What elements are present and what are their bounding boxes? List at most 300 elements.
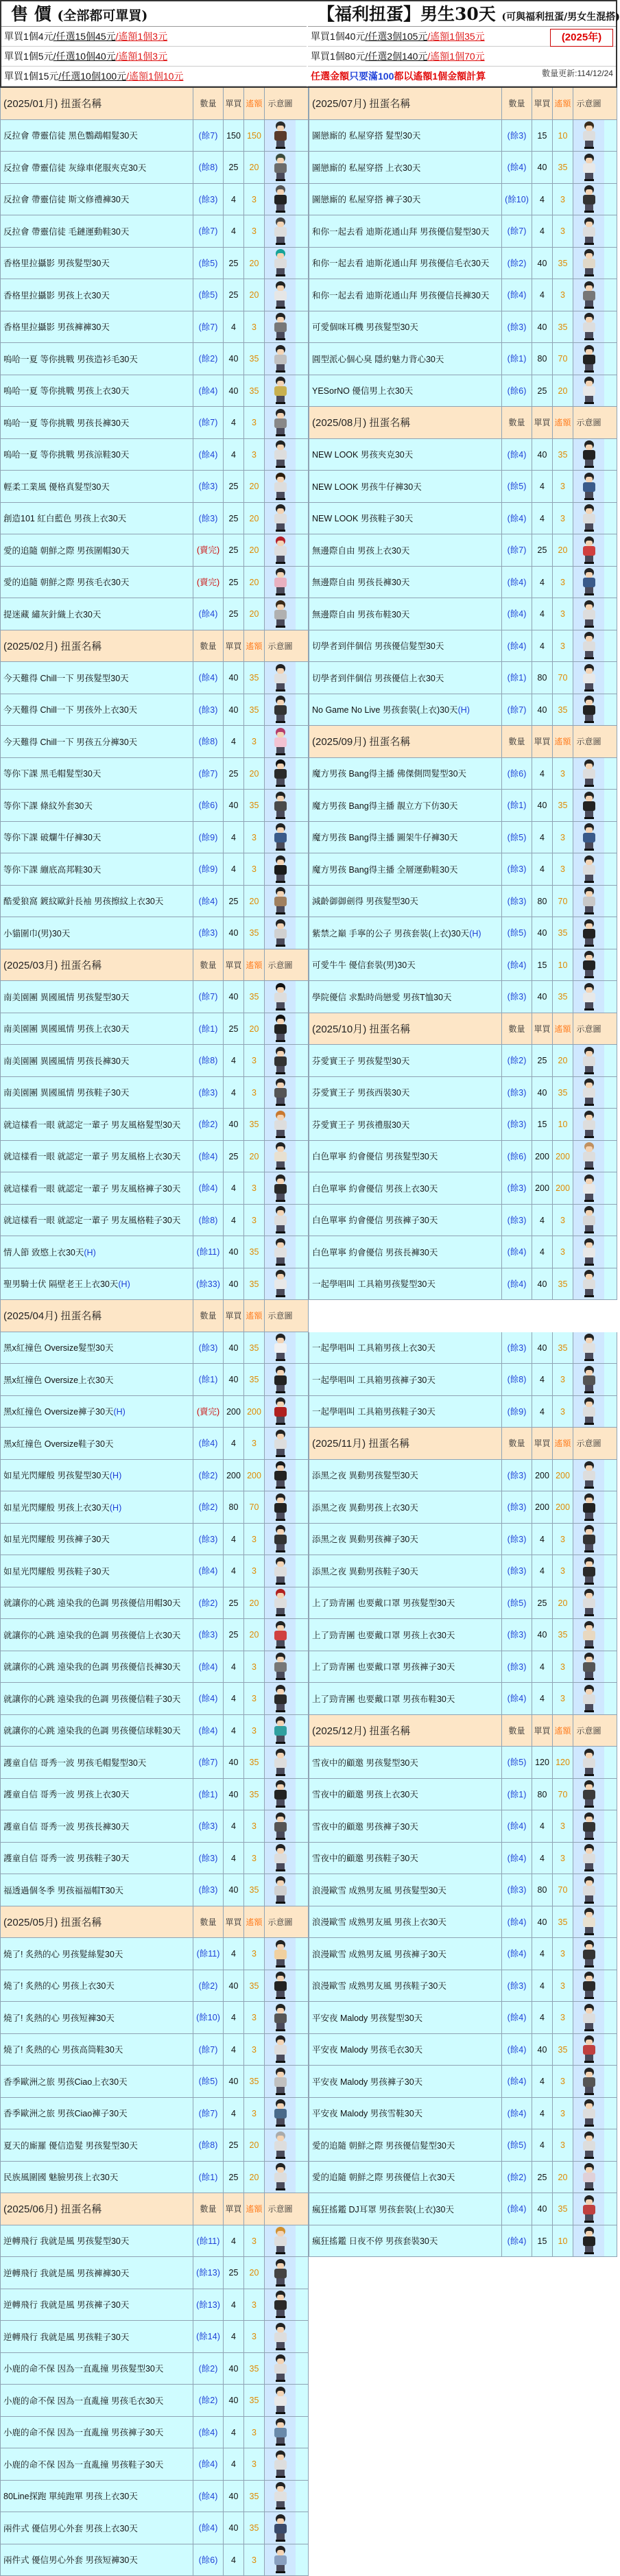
item-extra-price: 35 <box>552 1332 573 1364</box>
item-row[interactable] <box>309 1396 617 1428</box>
item-preview-figure <box>579 2227 599 2254</box>
item-row[interactable] <box>0 1810 309 1843</box>
item-preview <box>264 2385 296 2416</box>
shoes <box>276 1136 285 1138</box>
item-row[interactable] <box>309 1172 617 1205</box>
item-row[interactable] <box>0 1779 309 1811</box>
item-row[interactable] <box>0 598 309 630</box>
item-preview <box>264 2225 296 2257</box>
item-row[interactable] <box>309 439 617 471</box>
item-row[interactable] <box>309 215 617 248</box>
extra-header: 遙額 <box>243 1906 264 1938</box>
face <box>586 445 593 450</box>
item-row[interactable] <box>0 694 309 726</box>
item-row[interactable] <box>309 1460 617 1492</box>
item-row[interactable] <box>0 1491 309 1524</box>
item-row[interactable] <box>309 949 617 982</box>
item-price: 4 <box>532 758 552 790</box>
top <box>583 1758 595 1768</box>
item-qty <box>193 1077 223 1109</box>
item-preview <box>264 1236 296 1268</box>
item-qty <box>193 790 223 821</box>
extra-header: 遙額 <box>243 630 264 662</box>
item-extra-price: 3 <box>552 2002 573 2033</box>
item-preview-figure <box>270 728 291 755</box>
item-row[interactable] <box>309 1491 617 1524</box>
item-extra-price: 3 <box>243 215 264 247</box>
item-row[interactable] <box>0 1013 309 1045</box>
top <box>274 1343 287 1353</box>
item-preview <box>264 1364 296 1395</box>
item-row[interactable] <box>309 1236 617 1268</box>
stock-count: (餘4) <box>199 2523 218 2533</box>
item-row[interactable] <box>309 311 617 344</box>
top <box>274 1088 287 1098</box>
stock-count: (餘8) <box>199 1216 218 1225</box>
item-name: 無邊際自由 男孩上衣30天 <box>309 544 501 556</box>
item-preview-figure <box>270 1812 291 1840</box>
item-row[interactable] <box>0 1747 309 1779</box>
stock-count: (餘5) <box>508 2140 527 2150</box>
item-row[interactable] <box>0 2225 309 2258</box>
item-row[interactable] <box>0 343 309 375</box>
stock-count: (餘2) <box>508 259 527 268</box>
item-row[interactable] <box>0 2448 309 2481</box>
item-preview-figure <box>579 440 599 468</box>
item-extra-price: 3 <box>243 439 264 471</box>
item-name: 聖男騎士伏 隔壁老王上衣30天(H) <box>1 1277 193 1290</box>
item-preview-figure <box>270 1749 291 1776</box>
item-preview-figure <box>270 409 291 436</box>
item-row[interactable] <box>309 1683 617 1715</box>
stock-count: (餘4) <box>199 1439 218 1448</box>
item-row[interactable] <box>0 886 309 918</box>
item-price: 40 <box>223 2066 243 2097</box>
item-row[interactable] <box>309 694 617 726</box>
item-preview-figure <box>579 1653 599 1680</box>
item-row[interactable] <box>309 279 617 311</box>
item-preview <box>264 1268 296 1300</box>
face <box>277 1051 284 1056</box>
shoes <box>276 2412 285 2414</box>
item-extra-price: 70 <box>243 1491 264 1523</box>
item-row[interactable] <box>309 853 617 886</box>
item-name: 平安夜 Malody 男孩髮型30天 <box>309 2011 501 2024</box>
item-preview-figure <box>270 600 291 628</box>
top <box>583 355 595 364</box>
shoes <box>276 2348 285 2350</box>
item-row[interactable] <box>0 2066 309 2098</box>
item-extra-price: 3 <box>243 2098 264 2129</box>
item-row[interactable] <box>0 215 309 248</box>
item-preview <box>264 152 296 183</box>
shoes <box>584 1550 594 1552</box>
item-price: 4 <box>532 1555 552 1587</box>
item-row[interactable] <box>0 2002 309 2034</box>
item-name: 今天難得 Chill一下 男孩五分褲30天 <box>1 735 193 748</box>
item-row[interactable] <box>309 2193 617 2225</box>
face <box>277 1753 284 1758</box>
item-row[interactable] <box>309 503 617 535</box>
item-name: 學院優信 求點時尚戀愛 男孩T恤30天 <box>309 991 501 1003</box>
item-preview <box>573 1779 604 1810</box>
stock-count: (餘9) <box>199 864 218 874</box>
item-row[interactable] <box>0 1683 309 1715</box>
shoes <box>276 179 285 181</box>
item-extra-price: 70 <box>552 343 573 375</box>
shoes <box>276 1614 285 1616</box>
face <box>586 1210 593 1216</box>
item-row[interactable] <box>0 1428 309 1460</box>
item-row[interactable] <box>309 1747 617 1779</box>
item-row[interactable] <box>309 1077 617 1109</box>
item-row[interactable] <box>309 822 617 854</box>
item-preview-figure <box>270 2418 291 2446</box>
item-row[interactable] <box>309 1810 617 1843</box>
face <box>586 796 593 801</box>
face <box>586 1179 593 1184</box>
qty-header: 數量 <box>193 1300 223 1332</box>
stock-count: (餘4) <box>508 450 527 460</box>
item-row[interactable] <box>0 2512 309 2544</box>
item-row[interactable] <box>0 1332 309 1364</box>
item-qty <box>193 2512 223 2544</box>
item-row[interactable] <box>309 630 617 663</box>
price-header: 單買 <box>223 2193 243 2225</box>
item-row[interactable] <box>309 917 617 949</box>
item-row[interactable] <box>0 279 309 311</box>
item-row[interactable] <box>309 1045 617 1077</box>
item-name: 逆轉飛行 我就是風 男孩髮型30天 <box>1 2234 193 2247</box>
item-qty <box>501 694 532 726</box>
item-preview <box>573 1810 604 1842</box>
item-row[interactable] <box>309 886 617 918</box>
face <box>277 2167 284 2173</box>
item-preview <box>573 1683 604 1714</box>
item-qty <box>501 375 532 407</box>
item-row[interactable] <box>0 503 309 535</box>
item-preview <box>264 853 296 885</box>
item-row[interactable] <box>309 2066 617 2098</box>
item-row[interactable] <box>309 2002 617 2034</box>
preview-header: 示意圖 <box>264 630 296 662</box>
item-row[interactable] <box>0 1970 309 2002</box>
item-row[interactable] <box>0 1524 309 1556</box>
item-row[interactable] <box>0 2034 309 2066</box>
item-row[interactable] <box>309 1970 617 2002</box>
item-qty <box>501 758 532 790</box>
item-row[interactable] <box>0 2129 309 2162</box>
item-row[interactable] <box>0 184 309 216</box>
item-row[interactable] <box>309 758 617 790</box>
item-row[interactable] <box>309 375 617 407</box>
top <box>583 259 595 268</box>
item-preview <box>264 1938 296 1970</box>
item-row[interactable] <box>0 726 309 758</box>
item-preview-figure <box>270 1525 291 1552</box>
item-price: 4 <box>223 2034 243 2066</box>
item-row[interactable] <box>309 567 617 599</box>
item-extra-price: 35 <box>243 343 264 375</box>
item-name: 愛的追隨 朝鮮之際 男孩圍帽30天 <box>1 544 193 556</box>
item-qty <box>193 917 223 949</box>
item-preview-figure <box>270 1844 291 1871</box>
stock-count: (餘1) <box>508 801 527 810</box>
item-extra-price: 35 <box>552 790 573 821</box>
top <box>274 1407 287 1417</box>
stock-count: (餘1) <box>508 1790 527 1799</box>
item-row[interactable] <box>0 1396 309 1428</box>
face <box>586 1083 593 1088</box>
item-row[interactable] <box>0 1843 309 1875</box>
face <box>277 158 284 163</box>
item-row[interactable] <box>309 1555 617 1587</box>
stock-count: (餘3) <box>508 1630 527 1640</box>
item-row[interactable] <box>309 184 617 216</box>
item-row[interactable] <box>0 1141 309 1173</box>
item-preview-figure <box>579 855 599 883</box>
shoes <box>276 689 285 692</box>
item-row[interactable] <box>0 1077 309 1109</box>
price-title <box>1 1 307 27</box>
item-row[interactable] <box>0 2481 309 2513</box>
item-extra-price: 35 <box>552 2034 573 2066</box>
item-row[interactable] <box>0 2385 309 2417</box>
item-price: 4 <box>223 1077 243 1109</box>
item-price: 25 <box>532 1587 552 1619</box>
item-name: 上了勁青團 也要戴口罩 男孩髮型30天 <box>309 1596 501 1609</box>
item-preview <box>573 2193 604 2225</box>
top <box>274 1854 287 1863</box>
item-name: 護童自信 哥秀一波 男孩上衣30天 <box>1 1788 193 1800</box>
item-row[interactable] <box>0 248 309 280</box>
item-row[interactable] <box>309 120 617 152</box>
item-row[interactable] <box>309 1906 617 1939</box>
face <box>277 827 284 833</box>
item-row[interactable] <box>309 152 617 184</box>
item-row[interactable] <box>0 1619 309 1651</box>
item-row[interactable] <box>309 1587 617 1620</box>
item-tag-h: (H) <box>458 705 470 715</box>
item-preview <box>264 1077 296 1109</box>
item-row[interactable] <box>0 1236 309 1268</box>
item-row[interactable] <box>0 853 309 886</box>
item-name: 情人節 致愍上衣30天(H) <box>1 1246 193 1258</box>
preview-header: 示意圖 <box>264 1906 296 1938</box>
item-row[interactable] <box>309 598 617 630</box>
item-row[interactable] <box>309 1268 617 1301</box>
shoes <box>584 817 594 819</box>
item-row[interactable] <box>0 2162 309 2194</box>
item-row[interactable] <box>0 1172 309 1205</box>
top <box>583 2205 595 2214</box>
item-row[interactable] <box>0 2417 309 2449</box>
item-price: 80 <box>532 343 552 375</box>
top <box>583 897 595 906</box>
item-price: 15 <box>532 120 552 152</box>
item-row[interactable] <box>0 662 309 694</box>
item-preview <box>573 1109 604 1140</box>
item-row[interactable] <box>0 2098 309 2130</box>
item-price: 25 <box>223 1141 243 1172</box>
top <box>583 2013 595 2023</box>
item-row[interactable] <box>309 1141 617 1173</box>
item-row[interactable] <box>0 917 309 949</box>
item-preview-figure <box>270 1557 291 1585</box>
item-name: 夏天的廝羅 優信造髮 男孩髮型30天 <box>1 2139 193 2151</box>
top <box>583 1407 595 1417</box>
item-row[interactable] <box>0 1874 309 1906</box>
item-name: 南美園團 異國風情 男孩鞋子30天 <box>1 1086 193 1098</box>
item-row[interactable] <box>0 2353 309 2385</box>
update-date: 數量更新:114/12/24 <box>542 67 613 79</box>
item-row[interactable] <box>0 120 309 152</box>
item-price: 25 <box>223 2162 243 2193</box>
item-row[interactable] <box>0 407 309 439</box>
item-row[interactable] <box>0 790 309 822</box>
item-row[interactable] <box>309 1779 617 1811</box>
item-preview-figure <box>270 377 291 404</box>
face <box>586 1689 593 1694</box>
item-row[interactable] <box>0 1715 309 1747</box>
item-row[interactable] <box>309 2225 617 2258</box>
item-row[interactable] <box>309 471 617 503</box>
item-row[interactable] <box>0 534 309 567</box>
item-row[interactable] <box>0 1364 309 1396</box>
qty-header: 數量 <box>193 1906 223 1938</box>
shoes <box>584 2252 594 2254</box>
item-row[interactable] <box>309 1524 617 1556</box>
item-name: 輕柔工業風 優格真髮型30天 <box>1 480 193 493</box>
stock-count: (餘2) <box>199 2396 218 2405</box>
face <box>277 764 284 769</box>
stock-count: (餘2) <box>199 354 218 364</box>
shoes <box>276 1806 285 1808</box>
item-qty <box>501 1619 532 1651</box>
top <box>583 195 595 204</box>
item-row[interactable] <box>0 567 309 599</box>
item-preview <box>264 981 296 1013</box>
item-row[interactable] <box>309 662 617 694</box>
item-row[interactable] <box>0 471 309 503</box>
item-row[interactable] <box>0 822 309 854</box>
item-qty <box>193 2448 223 2480</box>
item-qty <box>193 758 223 790</box>
item-row[interactable] <box>309 1364 617 1396</box>
price-rule-extra: /遙額1個3元 <box>116 31 167 42</box>
item-row[interactable] <box>309 1938 617 1970</box>
item-row[interactable] <box>0 981 309 1013</box>
item-preview-figure <box>579 313 599 340</box>
item-row[interactable] <box>309 1619 617 1651</box>
item-row[interactable] <box>0 758 309 790</box>
top <box>583 227 595 237</box>
item-row[interactable] <box>309 2162 617 2194</box>
item-row[interactable] <box>309 1843 617 1875</box>
item-preview-figure <box>579 2004 599 2031</box>
face <box>586 987 593 993</box>
item-price: 40 <box>532 1332 552 1364</box>
item-row[interactable] <box>0 1109 309 1141</box>
stock-count: (餘4) <box>199 2492 218 2501</box>
shoes <box>584 562 594 564</box>
item-row[interactable] <box>0 1555 309 1587</box>
item-row[interactable] <box>0 152 309 184</box>
item-name: 燒了! 炙熱的心 男孩短褲30天 <box>1 2011 193 2024</box>
item-preview-figure <box>270 1716 291 1744</box>
item-row[interactable] <box>0 1651 309 1683</box>
item-row[interactable] <box>0 1938 309 1970</box>
item-qty <box>193 1236 223 1268</box>
item-preview <box>573 1364 604 1395</box>
item-name: 等你下課 破爛牛仔褲30天 <box>1 831 193 843</box>
item-row[interactable] <box>0 1045 309 1077</box>
price-rule-bundle: /任選10個40元 <box>53 51 116 62</box>
item-row[interactable] <box>309 1332 617 1364</box>
item-row[interactable] <box>309 248 617 280</box>
face <box>586 1338 593 1343</box>
price-header: 單買 <box>532 407 552 438</box>
item-row[interactable] <box>0 2321 309 2353</box>
item-preview-figure <box>270 1142 291 1170</box>
item-preview <box>573 1396 604 1428</box>
item-row[interactable] <box>0 311 309 344</box>
item-row[interactable] <box>0 1205 309 1237</box>
item-price: 40 <box>532 1268 552 1300</box>
stock-count: (賣完) <box>197 1407 219 1417</box>
item-row[interactable] <box>0 1460 309 1492</box>
preview-header: 示意圖 <box>573 407 604 438</box>
shoes <box>276 881 285 883</box>
item-preview <box>264 567 296 598</box>
item-preview <box>264 726 296 757</box>
item-row[interactable] <box>0 439 309 471</box>
item-row[interactable] <box>309 1205 617 1237</box>
item-name: 一起學唱叫 工具箱男孩褲子30天 <box>309 1373 501 1386</box>
item-row[interactable] <box>0 1268 309 1301</box>
qty-header: 數量 <box>193 88 223 119</box>
item-preview-figure <box>579 185 599 213</box>
item-row[interactable] <box>0 2289 309 2321</box>
item-row[interactable] <box>309 790 617 822</box>
item-price: 150 <box>223 120 243 152</box>
face <box>277 1721 284 1726</box>
item-row[interactable] <box>309 1874 617 1906</box>
item-row[interactable] <box>0 2257 309 2289</box>
item-row[interactable] <box>309 534 617 567</box>
face <box>277 445 284 450</box>
item-row[interactable] <box>309 1651 617 1683</box>
qty-header: 數量 <box>193 630 223 662</box>
item-preview <box>264 2034 296 2066</box>
shoes <box>276 849 285 851</box>
item-row[interactable] <box>309 1109 617 1141</box>
item-row[interactable] <box>309 2034 617 2066</box>
shoes <box>584 785 594 787</box>
item-row[interactable] <box>0 2544 309 2576</box>
item-extra-price: 35 <box>243 662 264 694</box>
item-row[interactable] <box>0 375 309 407</box>
item-row[interactable] <box>309 2098 617 2130</box>
qty-header: 數量 <box>501 407 532 438</box>
item-row[interactable] <box>309 343 617 375</box>
item-row[interactable] <box>0 1587 309 1620</box>
item-row[interactable] <box>309 981 617 1013</box>
item-qty <box>193 2385 223 2416</box>
item-row[interactable] <box>309 2129 617 2162</box>
stock-count: (餘5) <box>508 928 527 938</box>
item-name: No Game No Live 男孩套裝(上衣)30天(H) <box>309 703 501 716</box>
